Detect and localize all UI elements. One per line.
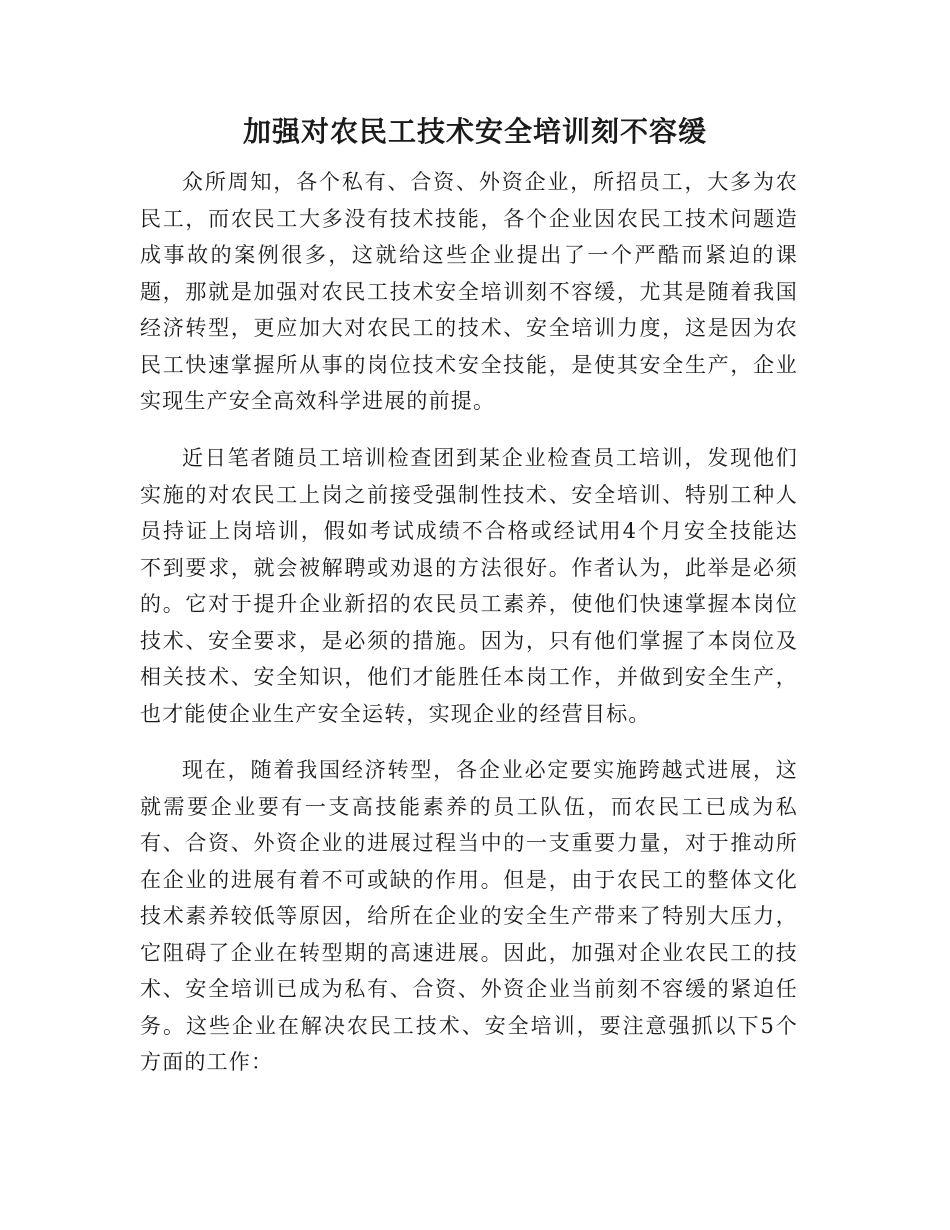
document-title: 加强对农民工技术安全培训刻不容缓 <box>242 115 707 148</box>
paragraph-2: 近日笔者随员工培训检查团到某企业检查员工培训，发现他们实施的对农民工上岗之前接受强制性技术、安全培训、特别工种人员持证上岗培训，假如考试成绩不合格或经试用4个月安全技能达不到要求，就会被解聘或劝退的方法很好。作者认为，此举是必须的。它对于提升企业新招的农民员工素养，使他们快速掌握本岗位技术、安全要求，是必须的措施。因为，只有他们掌握了本岗位及相关技术、安全知识，他们才能胜任本岗工作，并做到安全生产，也才能使企业生产安全运转，实现企业的经营目标。 <box>140 446 798 726</box>
paragraph-1: 众所周知，各个私有、合资、外资企业，所招员工，大多为农民工，而农民工大多没有技术技能，各个企业因农民工技术问题造成事故的案例很多，这就给这些企业提出了一个严酷而紧迫的课题，那就是加强对农民工技术安全培训刻不容缓，尤其是随着我国经济转型，更应加大对农民工的技术、安全培训力度，这是因为农民工快速掌握所从事的岗位技术安全技能，是使其安全生产，企业实现生产安全高效科学进展的前提。 <box>140 170 798 413</box>
paragraph-3: 现在，随着我国经济转型，各企业必定要实施跨越式进展，这就需要企业要有一支高技能素养的员工队伍，而农民工已成为私有、合资、外资企业的进展过程当中的一支重要力量，对于推动所在企业的进展有着不可或缺的作用。但是，由于农民工的整体文化技术素养较低等原因，给所在企业的安全生产带来了特别大压力，它阻碍了企业在转型期的高速进展。因此，加强对企业农民工的技术、安全培训已成为私有、合资、外资企业当前刻不容缓的紧迫任务。这些企业在解决农民工技术、安全培训，要注意强抓以下5个方面的工作： <box>140 758 798 1074</box>
